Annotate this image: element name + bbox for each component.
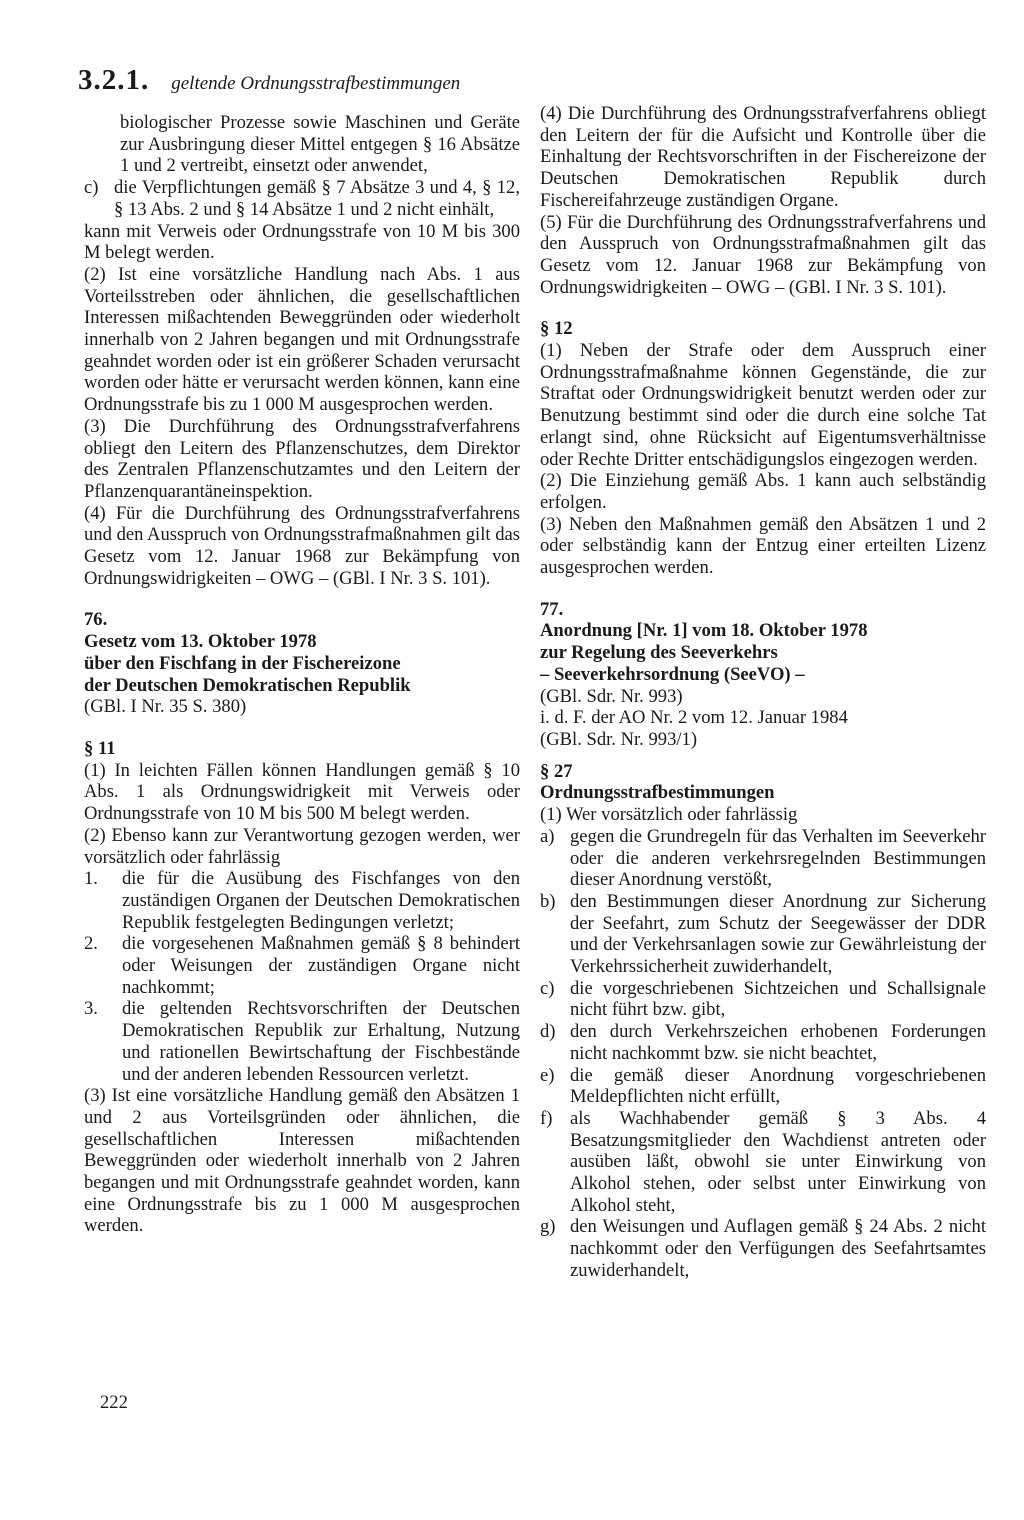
item-text: den durch Verkehrszeichen erhobenen Forderungen nicht nachkommt bzw. sie nicht beachtet,	[570, 1021, 986, 1064]
s12-paragraph-2: (2) Die Einziehung gemäß Abs. 1 kann auch selbständig erfolgen.	[540, 470, 986, 513]
law-title-line: – Seeverkehrsordnung (SeeVO) –	[540, 663, 805, 685]
page-number: 222	[100, 1392, 128, 1413]
section-subheading: Ordnungsstrafbestimmungen	[540, 782, 775, 804]
list-item	[540, 1216, 986, 1281]
section-title: geltende Ordnungsstrafbestimmungen	[171, 73, 461, 94]
s11-paragraph-1: (1) In leichten Fällen können Handlungen gemäß § 10 Abs. 1 als Ordnungswidrigkeit mit Verweis oder Ordnungsstrafe von 10 M bis 500 M belegt werden.	[84, 759, 520, 825]
law-77-heading	[540, 599, 986, 751]
item-text: den Weisungen und Auflagen gemäß § 24 Abs. 2 nicht nachkommt oder den Verfügungen des Seefahrtsamtes zuwiderhandelt,	[570, 1216, 986, 1281]
s27-paragraph-1: (1) Wer vorsätzlich oder fahrlässig	[540, 804, 798, 826]
item-marker: 3.	[84, 998, 98, 1020]
item-text: gegen die Grundregeln für das Verhalten im Seeverkehr oder die anderen verkehrsregelnden Bestimmungen dieser Anordnung verstößt,	[570, 825, 986, 891]
list-item	[84, 868, 520, 933]
law-source: (GBl. Sdr. Nr. 993/1)	[540, 728, 698, 750]
paragraph-4: (4) Für die Durchführung des Ordnungsstrafverfahrens und den Ausspruch von Ordnungsstrafmaßnahmen gilt das Gesetz vom 12. Januar 1968 zur Bekämpfung von Ordnungswidrigkeiten – OWG – (GBl. I Nr. 3 S. 101).	[84, 502, 520, 589]
law-number: 77.	[540, 598, 564, 620]
list-item	[540, 1108, 986, 1217]
item-text: den Bestimmungen dieser Anordnung zur Sicherung der Seefahrt, zum Schutz der Seegewässer der DDR und der Verkehrsanlagen sowie zur Gewährleistung der Verkehrssicherheit zuwiderhandelt,	[570, 890, 986, 978]
item-marker: b)	[540, 890, 556, 912]
list-item	[84, 177, 520, 220]
item-marker: c)	[540, 977, 555, 999]
item-text: die geltenden Rechtsvorschriften der Deutschen Demokratischen Republik zur Erhaltung, Nutzung und rationellen Bewirtschaftung der Fischbestände und der anderen lebenden Ressourcen verletzt.	[122, 998, 520, 1085]
s11-paragraph-3: (3) Ist eine vorsätzliche Handlung gemäß den Absätzen 1 und 2 aus Vorteilsgründen oder ähnlichen, die gesellschaftlichen Interessen mißachtenden Beweggründen oder wiederholt innerhalb von 2 Jahren begangen und mit Ordnungsstrafe geahndet worden, kann eine Ordnungsstrafe bis zu 1 000 M ausgesprochen werden.	[84, 1085, 520, 1237]
item-b-continuation: biologischer Prozesse sowie Maschinen und Geräte zur Ausbringung dieser Mittel entgegen § 16 Absätze 1 und 2 vertreibt, einsetzt oder anwendet,	[120, 112, 520, 177]
penalty-clause: kann mit Verweis oder Ordnungsstrafe von 10 M bis 300 M belegt werden.	[84, 220, 520, 264]
law-source: (GBl. Sdr. Nr. 993)	[540, 685, 683, 707]
item-marker: 2.	[84, 933, 98, 955]
s11-paragraph-2: (2) Ebenso kann zur Verantwortung gezogen werden, wer vorsätzlich oder fahrlässig	[84, 824, 520, 868]
list-item	[84, 998, 520, 1085]
law-source: (GBl. I Nr. 35 S. 380)	[84, 696, 247, 718]
s12-paragraph-3: (3) Neben den Maßnahmen gemäß den Absätzen 1 und 2 oder selbständig kann der Entzug einer erteilten Lizenz ausgesprochen werden.	[540, 513, 986, 579]
item-marker: d)	[540, 1021, 556, 1043]
item-marker: g)	[540, 1216, 556, 1238]
paragraph-2: (2) Ist eine vorsätzliche Handlung nach Abs. 1 aus Vorteilsstreben oder ähnlichen, die gesellschaftlichen Interessen mißachtenden Beweggründen oder wiederholt innerhalb von 2 Jahren begangen und mit Ordnungsstrafe geahndet worden oder ist ein größerer Schaden verursacht worden oder hätte er verursacht werden können, kann eine Ordnungsstrafe bis zu 1 000 M ausgesprochen werden.	[84, 263, 520, 416]
law-title-line: über den Fischfang in der Fischereizone	[84, 652, 401, 674]
law-number: 76.	[84, 609, 108, 631]
section-heading-12: § 12	[540, 318, 573, 340]
item-marker: 1.	[84, 868, 98, 890]
item-text: als Wachhabender gemäß § 3 Abs. 4 Besatzungsmitglieder den Wachdienst antreten oder ausüben läßt, obwohl sie unter Einwirkung von Alkohol stehen, oder selbst unter Einwirkung von Alkohol steht,	[570, 1107, 986, 1216]
section-number: 3.2.1.	[78, 64, 150, 96]
law-title-line: der Deutschen Demokratischen Republik	[84, 674, 411, 696]
section-heading-27: § 27	[540, 760, 573, 782]
law-amendment: i. d. F. der AO Nr. 2 vom 12. Januar 1984	[540, 707, 848, 729]
paragraph-3: (3) Die Durchführung des Ordnungsstrafverfahrens obliegt den Leitern des Pflanzenschutzes, dem Direktor des Zentralen Pflanzenschutzamtes und den Leitern der Pflanzenquarantäneinspektion.	[84, 415, 520, 502]
right-column	[540, 103, 986, 1282]
list-item	[540, 1065, 986, 1108]
item-text: die gemäß dieser Anordnung vorgeschriebenen Meldepflichten nicht erfüllt,	[570, 1064, 986, 1108]
list-item	[540, 826, 986, 891]
list-item	[84, 933, 520, 998]
s12-paragraph-1: (1) Neben der Strafe oder dem Ausspruch einer Ordnungsstrafmaßnahme können Gegenstände, die zur Straftat oder Ordnungswidrigkeit benutzt werden oder zur Benutzung bestimmt sind oder die durch eine solche Tat erlangt sind, ohne Rücksicht auf Eigentumsverhältnisse oder Rechte Dritter entschädigungslos eingezogen werden.	[540, 340, 986, 470]
item-text: die Verpflichtungen gemäß § 7 Absätze 3 und 4, § 12, § 13 Abs. 2 und § 14 Absätze 1 und 2 nicht einhält,	[114, 177, 520, 220]
law-title-line: Anordnung [Nr. 1] vom 18. Oktober 1978	[540, 620, 868, 642]
item-text: die vorgeschriebenen Sichtzeichen und Schallsignale nicht führt bzw. gibt,	[570, 977, 986, 1021]
item-marker: c)	[84, 177, 99, 199]
item-marker: f)	[540, 1107, 553, 1129]
item-marker: a)	[540, 825, 555, 847]
paragraph-4: (4) Die Durchführung des Ordnungsstrafverfahrens obliegt den Leitern der für die Aufsicht und Kontrolle über die Einhaltung der Rechtsvorschriften in der Fischereizone der Deutschen Demokratischen Republik durch Fischereifahrzeuge zuständigen Organe.	[540, 103, 986, 211]
item-marker: e)	[540, 1064, 555, 1086]
section-heading-11: § 11	[84, 737, 116, 759]
law-76-heading	[84, 609, 520, 718]
law-title-line: zur Regelung des Seeverkehrs	[540, 642, 778, 664]
law-title-line: Gesetz vom 13. Oktober 1978	[84, 631, 317, 653]
list-item	[540, 891, 986, 978]
item-text: die vorgesehenen Maßnahmen gemäß § 8 behindert oder Weisungen der zuständigen Organe nicht nachkommt;	[122, 933, 520, 998]
running-header	[78, 64, 460, 97]
paragraph-5: (5) Für die Durchführung des Ordnungsstrafverfahrens und den Ausspruch von Ordnungsstrafmaßnahmen gilt das Gesetz vom 12. Januar 1968 zur Bekämpfung von Ordnungswidrigkeiten – OWG – (GBl. I Nr. 3 S. 101).	[540, 211, 986, 298]
list-item	[540, 1021, 986, 1064]
list-item	[540, 978, 986, 1021]
left-column	[84, 112, 520, 1237]
item-text: die für die Ausübung des Fischfanges von den zuständigen Organen der Deutschen Demokratischen Republik festgelegten Bedingungen verletzt;	[122, 868, 520, 933]
